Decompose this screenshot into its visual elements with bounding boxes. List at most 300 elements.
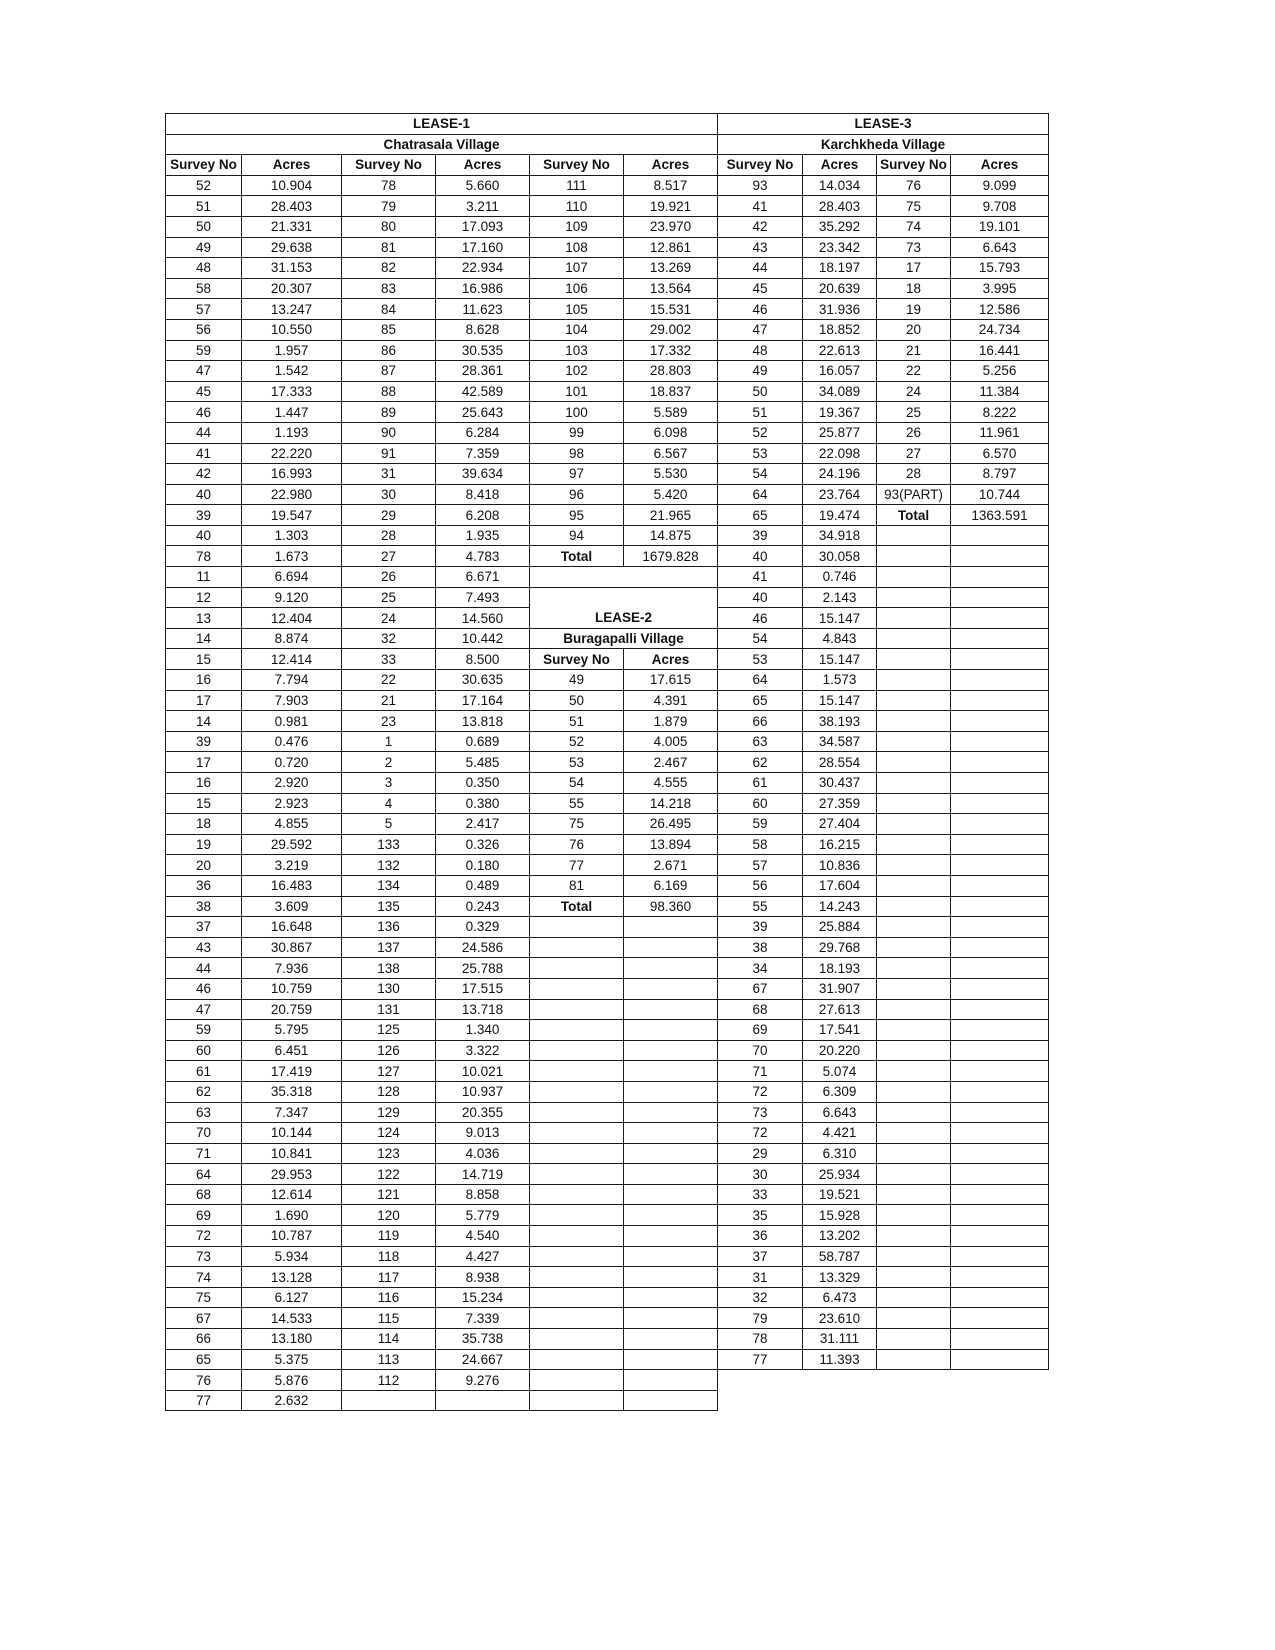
acres: 17.615 xyxy=(624,670,718,691)
acres-header: Acres xyxy=(803,155,877,176)
acres: 22.934 xyxy=(436,258,530,279)
cell xyxy=(951,1081,1049,1102)
survey-no: 16 xyxy=(166,670,242,691)
acres: 28.803 xyxy=(624,361,718,382)
survey-no: 56 xyxy=(166,319,242,340)
survey-no: 96 xyxy=(530,484,624,505)
acres: 1.542 xyxy=(242,361,342,382)
acres: 6.098 xyxy=(624,422,718,443)
survey-no: 81 xyxy=(530,875,624,896)
cell xyxy=(951,608,1049,629)
cell xyxy=(877,1390,951,1411)
cell xyxy=(877,628,951,649)
acres: 21.331 xyxy=(242,216,342,237)
cell xyxy=(624,1370,718,1391)
survey-no: 30 xyxy=(342,484,436,505)
survey-no: 95 xyxy=(530,505,624,526)
acres: 30.635 xyxy=(436,670,530,691)
acres: 4.783 xyxy=(436,546,530,567)
survey-no: 27 xyxy=(342,546,436,567)
acres: 2.467 xyxy=(624,752,718,773)
acres: 17.164 xyxy=(436,690,530,711)
cell xyxy=(951,773,1049,794)
acres: 18.837 xyxy=(624,381,718,402)
cell xyxy=(530,1226,624,1247)
survey-no: 50 xyxy=(718,381,803,402)
acres: 7.359 xyxy=(436,443,530,464)
cell xyxy=(530,1143,624,1164)
acres: 12.586 xyxy=(951,299,1049,320)
acres: 58.787 xyxy=(803,1246,877,1267)
acres: 5.256 xyxy=(951,361,1049,382)
survey-no: 37 xyxy=(166,917,242,938)
acres: 13.202 xyxy=(803,1226,877,1247)
acres: 28.361 xyxy=(436,361,530,382)
survey-no: 19 xyxy=(166,834,242,855)
survey-no: 58 xyxy=(718,834,803,855)
cell xyxy=(877,855,951,876)
table-row xyxy=(166,361,1049,382)
acres: 20.355 xyxy=(436,1102,530,1123)
acres: 17.515 xyxy=(436,978,530,999)
cell xyxy=(530,937,624,958)
acres: 0.380 xyxy=(436,793,530,814)
survey-no: 49 xyxy=(166,237,242,258)
table-row xyxy=(166,1184,1049,1205)
survey-no: 59 xyxy=(718,814,803,835)
survey-no: 48 xyxy=(718,340,803,361)
cell xyxy=(951,1020,1049,1041)
lease-2-village: Buragapalli Village xyxy=(530,628,718,649)
acres: 1.935 xyxy=(436,525,530,546)
cell xyxy=(877,896,951,917)
survey-no: 21 xyxy=(877,340,951,361)
acres: 7.936 xyxy=(242,958,342,979)
table-row xyxy=(166,155,1049,176)
survey-no: 77 xyxy=(718,1349,803,1370)
table-row xyxy=(166,340,1049,361)
survey-no: 53 xyxy=(718,443,803,464)
survey-no: 44 xyxy=(166,422,242,443)
table-row xyxy=(166,299,1049,320)
survey-no: 54 xyxy=(718,464,803,485)
survey-no: 102 xyxy=(530,361,624,382)
survey-no: 113 xyxy=(342,1349,436,1370)
survey-no: 23 xyxy=(342,711,436,732)
survey-no: 36 xyxy=(166,875,242,896)
table-row xyxy=(166,1123,1049,1144)
acres: 6.309 xyxy=(803,1081,877,1102)
cell xyxy=(530,1102,624,1123)
acres: 15.147 xyxy=(803,690,877,711)
survey-no: 85 xyxy=(342,319,436,340)
survey-no: 80 xyxy=(342,216,436,237)
survey-no: 55 xyxy=(718,896,803,917)
acres: 7.903 xyxy=(242,690,342,711)
acres: 5.934 xyxy=(242,1246,342,1267)
table-row xyxy=(166,464,1049,485)
cell xyxy=(624,1246,718,1267)
acres: 0.243 xyxy=(436,896,530,917)
cell xyxy=(951,1370,1049,1391)
survey-no: 73 xyxy=(718,1102,803,1123)
survey-no: 82 xyxy=(342,258,436,279)
acres: 8.628 xyxy=(436,319,530,340)
survey-no: 48 xyxy=(166,258,242,279)
acres: 22.980 xyxy=(242,484,342,505)
survey-no: 71 xyxy=(166,1143,242,1164)
survey-no: 64 xyxy=(718,484,803,505)
cell xyxy=(951,567,1049,588)
acres: 6.694 xyxy=(242,567,342,588)
acres: 1.690 xyxy=(242,1205,342,1226)
survey-no: 109 xyxy=(530,216,624,237)
acres: 35.738 xyxy=(436,1329,530,1350)
survey-no: 41 xyxy=(166,443,242,464)
acres: 0.981 xyxy=(242,711,342,732)
cell xyxy=(877,978,951,999)
acres: 1.303 xyxy=(242,525,342,546)
cell xyxy=(624,999,718,1020)
acres: 0.746 xyxy=(803,567,877,588)
cell xyxy=(951,731,1049,752)
survey-no: 41 xyxy=(718,196,803,217)
acres-header: Acres xyxy=(624,649,718,670)
cell xyxy=(877,1081,951,1102)
cell xyxy=(951,690,1049,711)
acres: 23.610 xyxy=(803,1308,877,1329)
survey-no: 41 xyxy=(718,567,803,588)
acres: 27.613 xyxy=(803,999,877,1020)
survey-no: 100 xyxy=(530,402,624,423)
cell xyxy=(624,1184,718,1205)
blank-cell xyxy=(624,587,718,608)
acres: 13.718 xyxy=(436,999,530,1020)
acres: 12.404 xyxy=(242,608,342,629)
cell xyxy=(877,690,951,711)
table-row xyxy=(166,1143,1049,1164)
acres: 31.153 xyxy=(242,258,342,279)
table-row xyxy=(166,834,1049,855)
acres: 18.193 xyxy=(803,958,877,979)
cell xyxy=(877,567,951,588)
acres: 16.215 xyxy=(803,834,877,855)
survey-no: 51 xyxy=(166,196,242,217)
cell xyxy=(530,1020,624,1041)
survey-no: 22 xyxy=(877,361,951,382)
acres: 10.021 xyxy=(436,1061,530,1082)
survey-no: 105 xyxy=(530,299,624,320)
acres: 0.180 xyxy=(436,855,530,876)
cell xyxy=(951,1390,1049,1411)
survey-no: 70 xyxy=(166,1123,242,1144)
acres: 4.855 xyxy=(242,814,342,835)
acres: 17.093 xyxy=(436,216,530,237)
survey-no: 40 xyxy=(718,587,803,608)
cell xyxy=(877,1329,951,1350)
survey-no: 57 xyxy=(718,855,803,876)
survey-no: 76 xyxy=(166,1370,242,1391)
acres: 20.759 xyxy=(242,999,342,1020)
survey-no: 49 xyxy=(530,670,624,691)
table-row xyxy=(166,1081,1049,1102)
survey-no: 11 xyxy=(166,567,242,588)
survey-no: 12 xyxy=(166,587,242,608)
survey-no: 93(PART) xyxy=(877,484,951,505)
survey-no: 65 xyxy=(166,1349,242,1370)
acres: 28.403 xyxy=(242,196,342,217)
survey-no: 133 xyxy=(342,834,436,855)
survey-no: 84 xyxy=(342,299,436,320)
cell xyxy=(530,1308,624,1329)
survey-no: 87 xyxy=(342,361,436,382)
table-row xyxy=(166,1349,1049,1370)
acres: 10.841 xyxy=(242,1143,342,1164)
acres: 4.555 xyxy=(624,773,718,794)
acres: 10.550 xyxy=(242,319,342,340)
acres: 9.099 xyxy=(951,175,1049,196)
table-row xyxy=(166,814,1049,835)
survey-no: 79 xyxy=(718,1308,803,1329)
cell xyxy=(951,855,1049,876)
table-row xyxy=(166,1164,1049,1185)
survey-no: 14 xyxy=(166,628,242,649)
survey-no: 69 xyxy=(166,1205,242,1226)
survey-no: 61 xyxy=(166,1061,242,1082)
survey-no: 103 xyxy=(530,340,624,361)
acres: 10.937 xyxy=(436,1081,530,1102)
acres: 22.220 xyxy=(242,443,342,464)
acres: 3.211 xyxy=(436,196,530,217)
survey-no: 20 xyxy=(877,319,951,340)
cell xyxy=(624,1308,718,1329)
survey-no: 42 xyxy=(718,216,803,237)
acres: 6.451 xyxy=(242,1040,342,1061)
cell xyxy=(877,999,951,1020)
cell xyxy=(530,1329,624,1350)
acres: 14.218 xyxy=(624,793,718,814)
survey-no: 101 xyxy=(530,381,624,402)
table-row xyxy=(166,546,1049,567)
cell xyxy=(624,1267,718,1288)
table-row xyxy=(166,587,1049,608)
survey-no: 13 xyxy=(166,608,242,629)
acres: 27.359 xyxy=(803,793,877,814)
table-row xyxy=(166,731,1049,752)
acres: 1.879 xyxy=(624,711,718,732)
table-row xyxy=(166,1040,1049,1061)
acres: 20.220 xyxy=(803,1040,877,1061)
cell xyxy=(530,1370,624,1391)
acres: 3.609 xyxy=(242,896,342,917)
survey-no: 29 xyxy=(718,1143,803,1164)
survey-no: 51 xyxy=(718,402,803,423)
acres: 3.322 xyxy=(436,1040,530,1061)
survey-no: 134 xyxy=(342,875,436,896)
survey-no: 44 xyxy=(718,258,803,279)
acres: 12.614 xyxy=(242,1184,342,1205)
table-row xyxy=(166,1246,1049,1267)
survey-no: 118 xyxy=(342,1246,436,1267)
cell xyxy=(530,1287,624,1308)
cell xyxy=(951,711,1049,732)
acres: 15.793 xyxy=(951,258,1049,279)
survey-no: 4 xyxy=(342,793,436,814)
survey-no: 43 xyxy=(166,937,242,958)
acres: 2.417 xyxy=(436,814,530,835)
table-row xyxy=(166,319,1049,340)
survey-no: 59 xyxy=(166,1020,242,1041)
survey-no: 33 xyxy=(342,649,436,670)
lease-2-title: LEASE-2 xyxy=(530,608,718,629)
survey-no: 25 xyxy=(877,402,951,423)
cell xyxy=(530,1349,624,1370)
cell xyxy=(530,1123,624,1144)
survey-no: 124 xyxy=(342,1123,436,1144)
acres: 28.554 xyxy=(803,752,877,773)
acres: 12.861 xyxy=(624,237,718,258)
cell xyxy=(624,917,718,938)
acres-header: Acres xyxy=(624,155,718,176)
survey-no: 60 xyxy=(166,1040,242,1061)
cell xyxy=(877,1205,951,1226)
cell xyxy=(530,1390,624,1411)
cell xyxy=(951,1061,1049,1082)
cell xyxy=(951,1349,1049,1370)
cell xyxy=(530,1205,624,1226)
survey-no: 76 xyxy=(530,834,624,855)
survey-no: 123 xyxy=(342,1143,436,1164)
survey-no: 46 xyxy=(718,608,803,629)
acres: 15.147 xyxy=(803,649,877,670)
acres: 30.437 xyxy=(803,773,877,794)
table-row xyxy=(166,402,1049,423)
survey-no: 21 xyxy=(342,690,436,711)
cell xyxy=(530,1267,624,1288)
survey-no: 119 xyxy=(342,1226,436,1247)
acres: 7.794 xyxy=(242,670,342,691)
survey-no: 78 xyxy=(718,1329,803,1350)
survey-no: 125 xyxy=(342,1020,436,1041)
table-row xyxy=(166,649,1049,670)
cell xyxy=(530,1081,624,1102)
survey-no: 74 xyxy=(166,1267,242,1288)
survey-no: 18 xyxy=(877,278,951,299)
survey-no: 40 xyxy=(718,546,803,567)
acres: 1.340 xyxy=(436,1020,530,1041)
cell xyxy=(803,1390,877,1411)
survey-no-header: Survey No xyxy=(342,155,436,176)
lease-3-village: Karchkheda Village xyxy=(718,134,1049,155)
survey-no: 112 xyxy=(342,1370,436,1391)
survey-no: 24 xyxy=(877,381,951,402)
cell xyxy=(877,1226,951,1247)
acres: 11.961 xyxy=(951,422,1049,443)
cell xyxy=(877,1308,951,1329)
cell xyxy=(624,1020,718,1041)
acres: 5.795 xyxy=(242,1020,342,1041)
survey-no: 25 xyxy=(342,587,436,608)
cell xyxy=(951,1308,1049,1329)
survey-no: 46 xyxy=(718,299,803,320)
acres: 6.643 xyxy=(803,1102,877,1123)
acres: 14.719 xyxy=(436,1164,530,1185)
survey-no: 67 xyxy=(166,1308,242,1329)
survey-no: 138 xyxy=(342,958,436,979)
acres: 19.921 xyxy=(624,196,718,217)
acres: 14.034 xyxy=(803,175,877,196)
acres: 9.708 xyxy=(951,196,1049,217)
survey-no: 29 xyxy=(342,505,436,526)
cell xyxy=(342,1390,436,1411)
survey-no: 32 xyxy=(718,1287,803,1308)
table-row xyxy=(166,1226,1049,1247)
table-row xyxy=(166,525,1049,546)
table-row xyxy=(166,1061,1049,1082)
acres: 0.720 xyxy=(242,752,342,773)
acres: 4.540 xyxy=(436,1226,530,1247)
survey-no: 75 xyxy=(166,1287,242,1308)
acres: 17.333 xyxy=(242,381,342,402)
table-row xyxy=(166,196,1049,217)
acres: 17.332 xyxy=(624,340,718,361)
acres: 25.877 xyxy=(803,422,877,443)
cell xyxy=(877,958,951,979)
table-row xyxy=(166,628,1049,649)
acres: 13.818 xyxy=(436,711,530,732)
cell xyxy=(877,793,951,814)
survey-no: 72 xyxy=(166,1226,242,1247)
survey-no: 75 xyxy=(530,814,624,835)
table-row xyxy=(166,258,1049,279)
acres: 4.427 xyxy=(436,1246,530,1267)
acres: 24.196 xyxy=(803,464,877,485)
survey-no: 65 xyxy=(718,690,803,711)
survey-no: 107 xyxy=(530,258,624,279)
acres: 5.375 xyxy=(242,1349,342,1370)
cell xyxy=(951,649,1049,670)
acres: 8.797 xyxy=(951,464,1049,485)
acres: 2.920 xyxy=(242,773,342,794)
cell xyxy=(951,896,1049,917)
cell xyxy=(951,587,1049,608)
acres: 17.604 xyxy=(803,875,877,896)
acres: 1.193 xyxy=(242,422,342,443)
acres: 31.907 xyxy=(803,978,877,999)
survey-no: 116 xyxy=(342,1287,436,1308)
cell xyxy=(951,793,1049,814)
cell xyxy=(624,1040,718,1061)
survey-no: 126 xyxy=(342,1040,436,1061)
table-row xyxy=(166,175,1049,196)
survey-no: 53 xyxy=(718,649,803,670)
acres: 0.350 xyxy=(436,773,530,794)
cell xyxy=(877,731,951,752)
survey-no: 115 xyxy=(342,1308,436,1329)
survey-no: 74 xyxy=(877,216,951,237)
acres: 0.476 xyxy=(242,731,342,752)
acres: 15.928 xyxy=(803,1205,877,1226)
acres: 13.564 xyxy=(624,278,718,299)
survey-no: 59 xyxy=(166,340,242,361)
survey-no: 33 xyxy=(718,1184,803,1205)
survey-no: 36 xyxy=(718,1226,803,1247)
acres: 24.586 xyxy=(436,937,530,958)
survey-no: 26 xyxy=(877,422,951,443)
acres: 1.957 xyxy=(242,340,342,361)
cell xyxy=(624,1329,718,1350)
survey-no: 111 xyxy=(530,175,624,196)
